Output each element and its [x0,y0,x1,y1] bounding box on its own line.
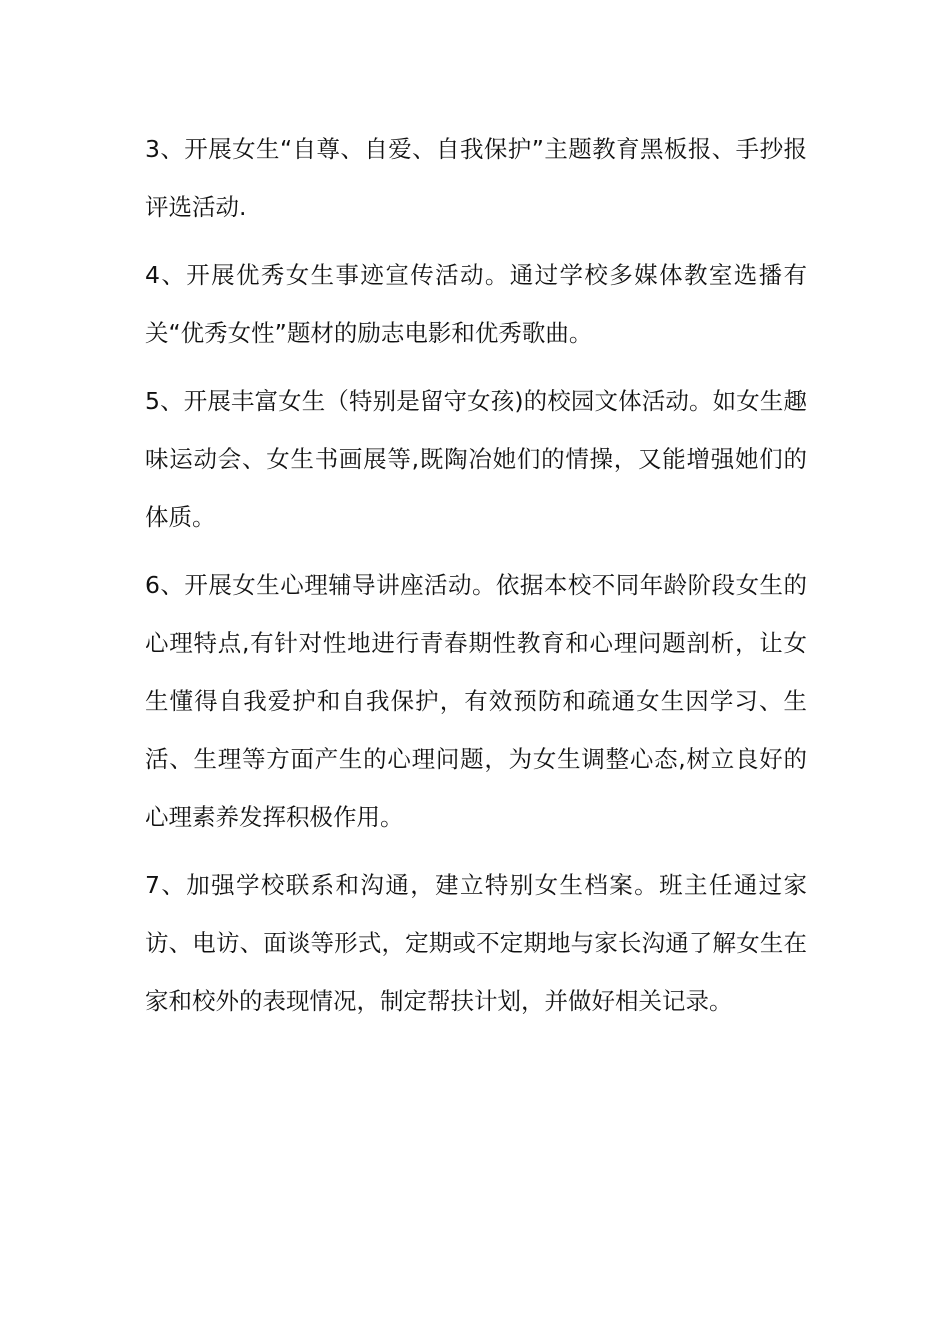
document-body [145,120,807,1040]
paragraph-item-4: 4、开展优秀女生事迹宣传活动。通过学校多媒体教室选播有关“优秀女性”题材的励志电影和优秀歌曲。 [145,261,807,347]
paragraph-item-7: 7、加强学校联系和沟通，建立特别女生档案。班主任通过家访、电访、面谈等形式，定期或不定期地与家长沟通了解女生在家和校外的表现情况，制定帮扶计划，并做好相关记录。 [145,871,807,1015]
paragraph-item-5: 5、开展丰富女生（特别是留守女孩)的校园文体活动。如女生趣味运动会、女生书画展等,既陶冶她们的情操，又能增强她们的体质。 [145,387,807,531]
paragraph-item-6: 6、开展女生心理辅导讲座活动。依据本校不同年龄阶段女生的心理特点,有针对性地进行青春期性教育和心理问题剖析，让女生懂得自我爱护和自我保护，有效预防和疏通女生因学习、生活、生理等方面产生的心理问题，为女生调整心态,树立良好的心理素养发挥积极作用。 [145,571,807,831]
paragraph-item-3: 3、开展女生“自尊、自爱、自我保护”主题教育黑板报、手抄报评选活动. [145,135,807,221]
